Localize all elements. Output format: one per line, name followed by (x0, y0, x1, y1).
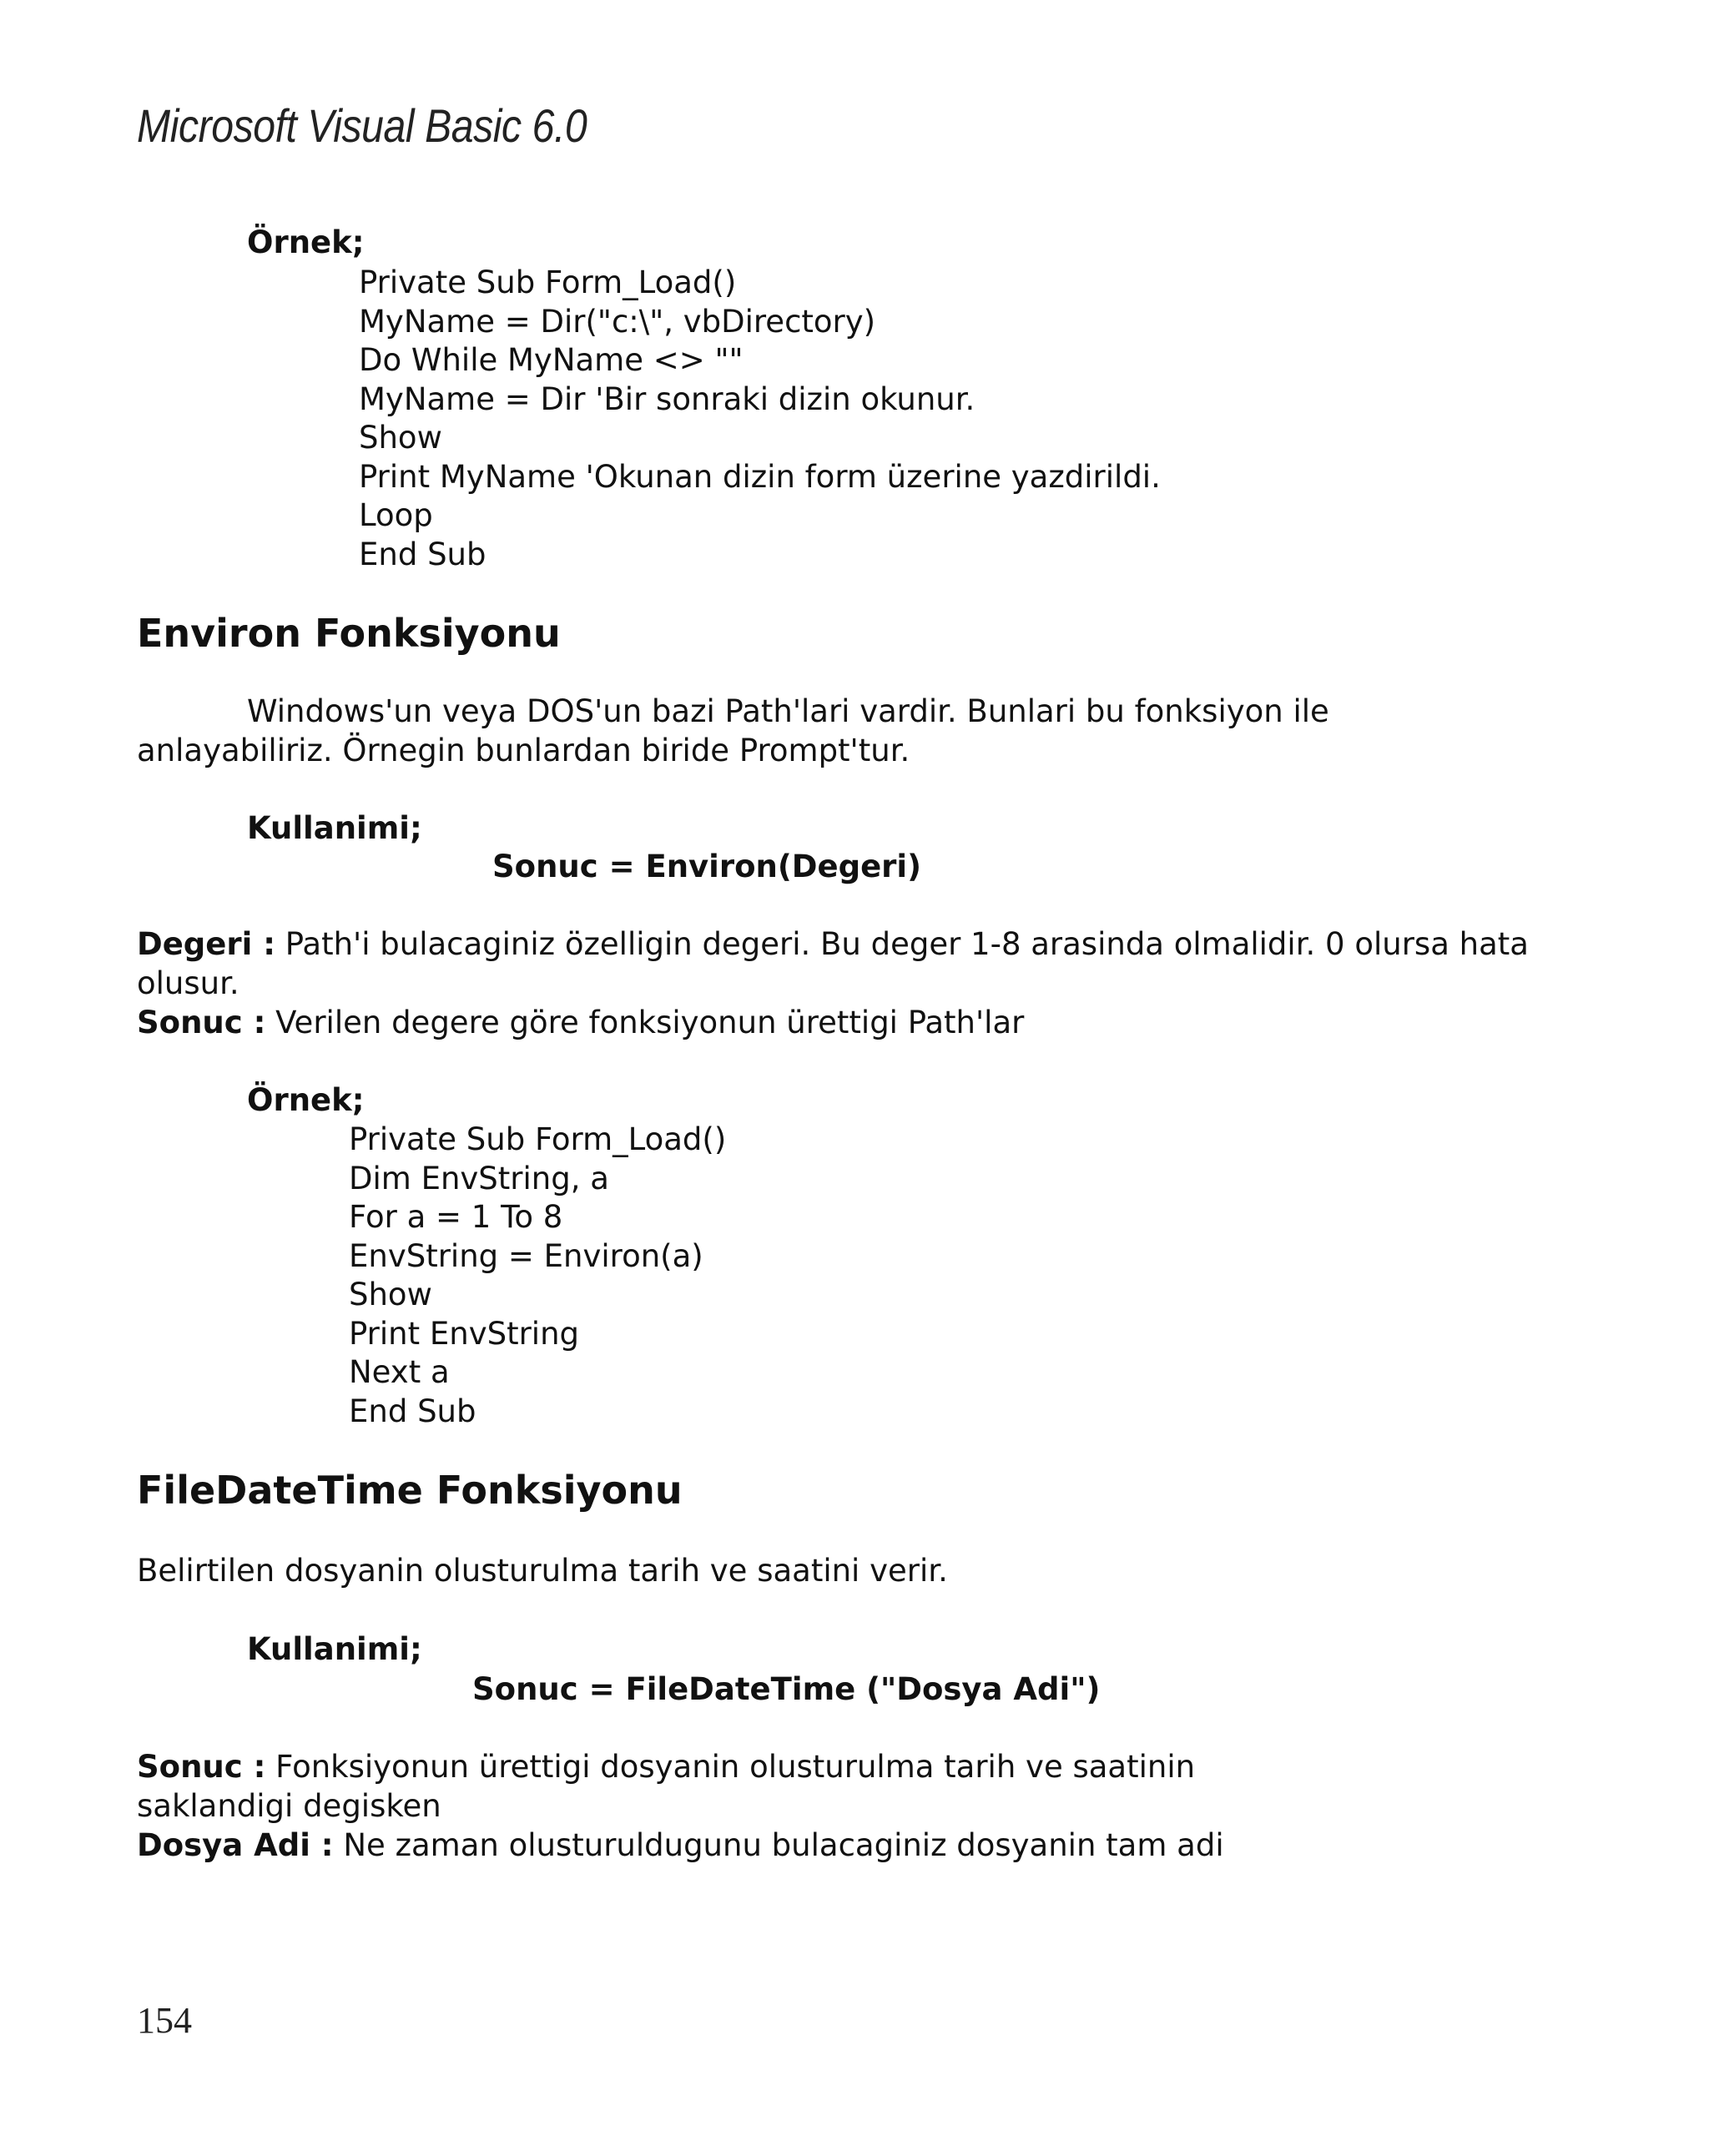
param-label: Degeri : (137, 926, 275, 962)
environ-intro-line1: Windows'un veya DOS'un bazi Path'lari vardir. Bunlari bu fonksiyon ile (247, 693, 1329, 729)
environ-param-sonuc (137, 1003, 1555, 1042)
page-header-title: Microsoft Visual Basic 6.0 (137, 99, 587, 152)
environ-param-degeri (137, 924, 1555, 1003)
param-description: Path'i bulacaginiz özelligin degeri. Bu deger 1-8 arasinda olmalidir. 0 olursa hata olusur. (137, 926, 1529, 1001)
filedatetime-param-dosya-adi (137, 1826, 1555, 1865)
dir-example-label: Örnek; (247, 224, 365, 260)
code-line: Dim EnvString, a (349, 1160, 609, 1196)
code-line: EnvString = Environ(a) (349, 1237, 703, 1274)
environ-usage-label: Kullanimi; (247, 810, 422, 846)
code-line: Loop (359, 497, 433, 533)
environ-heading: Environ Fonksiyonu (137, 611, 561, 656)
code-line: Show (349, 1277, 432, 1312)
page-number: 154 (137, 2000, 192, 2041)
code-line: Print MyName 'Okunan dizin form üzerine yazdirildi. (359, 458, 1161, 495)
param-description: Ne zaman olusturuldugunu bulacaginiz dosyanin tam adi (333, 1827, 1224, 1863)
param-label: Sonuc : (137, 1005, 266, 1040)
code-line: MyName = Dir("c:\", vbDirectory) (359, 303, 876, 340)
code-line: Private Sub Form_Load() (359, 264, 737, 300)
code-line: Do While MyName <> "" (359, 342, 744, 378)
code-line: End Sub (359, 536, 486, 572)
filedatetime-intro: Belirtilen dosyanin olusturulma tarih ve saatini verir. (137, 1553, 948, 1589)
param-label: Sonuc : (137, 1749, 266, 1785)
code-line: Show (359, 420, 442, 456)
code-line: MyName = Dir 'Bir sonraki dizin okunur. (359, 380, 975, 417)
dir-example-code (359, 264, 1161, 574)
filedatetime-usage-label: Kullanimi; (247, 1631, 422, 1667)
code-line: End Sub (349, 1393, 476, 1429)
environ-example-code (349, 1121, 726, 1431)
filedatetime-param-sonuc (137, 1747, 1255, 1826)
code-line: Private Sub Form_Load() (349, 1121, 727, 1157)
code-line: For a = 1 To 8 (349, 1199, 563, 1235)
param-label: Dosya Adi : (137, 1827, 334, 1863)
filedatetime-syntax: Sonuc = FileDateTime ("Dosya Adi") (472, 1671, 1101, 1707)
filedatetime-heading: FileDateTime Fonksiyonu (137, 1468, 683, 1513)
environ-example-label: Örnek; (247, 1082, 365, 1118)
param-description: Verilen degere göre fonksiyonun ürettigi Path'lar (265, 1005, 1025, 1040)
code-line: Print EnvString (349, 1315, 580, 1352)
code-line: Next a (349, 1354, 450, 1390)
param-description: Fonksiyonun ürettigi dosyanin olusturulma tarih ve saatinin saklandigi degisken (137, 1749, 1196, 1824)
environ-syntax: Sonuc = Environ(Degeri) (492, 849, 922, 884)
environ-intro-line2: anlayabiliriz. Örnegin bunlardan biride Prompt'tur. (137, 733, 910, 768)
